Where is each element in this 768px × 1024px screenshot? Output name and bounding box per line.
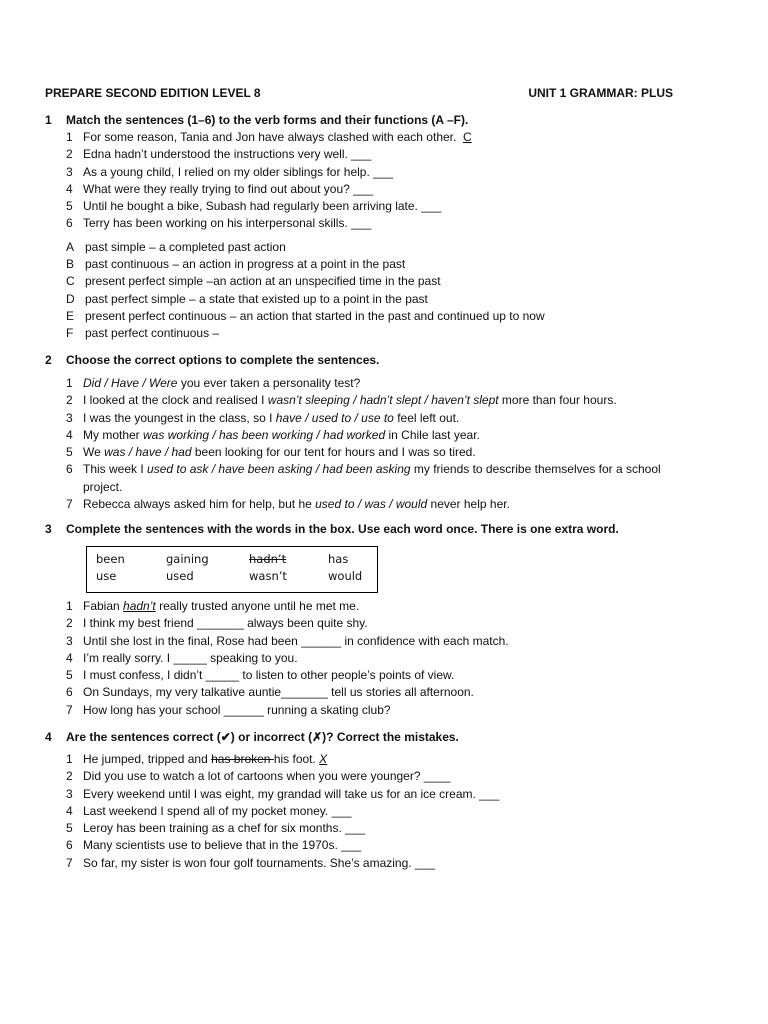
- section-2: [45, 352, 725, 513]
- item-text: Edna hadn’t understood the instructions very well. ___: [83, 147, 372, 162]
- item-text: more than four hours.: [498, 393, 617, 408]
- word-box-word-used: hadn’t: [249, 552, 287, 566]
- item-text: you ever taken a personality test?: [177, 376, 361, 390]
- item-number: 4: [66, 803, 73, 818]
- item-number: 6: [66, 462, 73, 477]
- section-4: [45, 729, 725, 872]
- item-number: 6: [66, 838, 73, 853]
- item-text: Many scientists use to believe that in the 1970s. ___: [83, 838, 362, 853]
- item-number: 5: [66, 199, 73, 214]
- section-3-heading: [45, 521, 725, 538]
- choice-options: was working / has been working / had worked: [143, 427, 386, 442]
- option-text: past continuous – an action in progress at a point in the past: [85, 257, 406, 272]
- item-text: Rebecca always asked him for help, but he: [83, 497, 316, 512]
- word-box-word: gaining: [166, 552, 209, 566]
- word-box-word: used: [166, 569, 194, 583]
- item-text: really trusted anyone until he met me.: [155, 599, 360, 613]
- item-text: my friends to describe themselves for a school: [410, 462, 661, 477]
- option-text: past perfect simple – a state that existed up to a point in the past: [85, 291, 428, 306]
- list-item: [66, 786, 725, 803]
- section-1: [45, 112, 725, 343]
- section-number: 1: [45, 113, 52, 127]
- item-number: 2: [66, 616, 73, 631]
- word-box-word: has: [328, 552, 349, 566]
- item-number: 1: [66, 376, 73, 390]
- list-item: [66, 129, 725, 146]
- section-1-sentences: [66, 129, 725, 233]
- choice-options: wasn’t sleeping / hadn’t slept / haven’t slept: [267, 393, 499, 408]
- item-text: I think my best friend _______ always been quite shy.: [83, 616, 368, 631]
- list-item: [66, 392, 725, 409]
- item-number: 5: [66, 445, 73, 460]
- example-answer: C: [463, 130, 472, 144]
- word-box-word: use: [96, 569, 117, 583]
- item-text: in Chile last year.: [385, 427, 480, 442]
- section-4-heading: [45, 729, 725, 746]
- item-text: Fabian: [83, 599, 124, 613]
- choice-options: Did / Have / Were: [83, 376, 178, 390]
- choice-options: have / used to / use to: [275, 410, 394, 425]
- section-title: Choose the correct options to complete the sentences.: [66, 353, 380, 367]
- choice-options: was / have / had: [104, 445, 192, 460]
- item-number: 1: [66, 599, 73, 613]
- section-2-sentences: [66, 375, 725, 513]
- word-box: [86, 546, 378, 593]
- item-text: project.: [83, 479, 123, 494]
- option-letter: C: [66, 274, 75, 289]
- section-3-list: [45, 598, 725, 719]
- list-item: [66, 375, 725, 392]
- item-text: Leroy has been training as a chef for six months. ___: [83, 821, 366, 836]
- list-item: [66, 444, 725, 461]
- section-number: 4: [45, 730, 52, 744]
- section-1-heading: [45, 112, 725, 129]
- item-text: been looking for our tent for hours and I was so tired.: [191, 445, 476, 460]
- item-number: 2: [66, 393, 73, 408]
- example-answer: X: [319, 752, 328, 766]
- word-box-word: would: [328, 569, 363, 583]
- item-text: I’m really sorry. I _____ speaking to you.: [83, 650, 298, 665]
- item-number: 6: [66, 216, 73, 231]
- list-item: [66, 215, 725, 232]
- example-answer: hadn’t: [123, 599, 156, 613]
- item-text: My mother: [83, 427, 144, 442]
- option-letter: A: [66, 239, 75, 254]
- item-text: Terry has been working on his interpersonal skills. ___: [83, 216, 372, 231]
- list-item: [66, 855, 725, 872]
- item-text: Every weekend until I was eight, my grandad will take us for an ice cream. ___: [83, 786, 500, 801]
- option-item: [66, 325, 725, 342]
- list-item: [66, 146, 725, 163]
- list-item: [66, 751, 725, 768]
- choice-options: used to / was / would: [315, 497, 428, 512]
- option-text: present perfect continuous – an action that started in the past and continued up to now: [85, 308, 545, 323]
- section-2-heading: [45, 352, 725, 369]
- item-text: his foot.: [273, 752, 320, 766]
- section-3: [45, 521, 725, 538]
- item-number: 3: [66, 164, 73, 179]
- item-text: never help her.: [427, 497, 510, 512]
- option-text: past perfect continuous –: [85, 326, 220, 341]
- header-left: PREPARE SECOND EDITION LEVEL 8: [45, 86, 261, 100]
- list-item: [66, 702, 725, 719]
- section-title: Are the sentences correct (✔) or incorrect (✗)? Correct the mistakes.: [66, 730, 459, 744]
- item-text: This week I: [83, 462, 148, 477]
- option-letter: F: [66, 326, 74, 341]
- word-box-word: been: [96, 552, 125, 566]
- item-text: I looked at the clock and realised I: [83, 393, 268, 408]
- item-number: 4: [66, 181, 73, 196]
- item-text: What were they really trying to find out about you? ___: [83, 181, 374, 196]
- list-item: [66, 684, 725, 701]
- item-text: How long has your school ______ running a skating club?: [83, 702, 391, 717]
- section-1-options: [66, 239, 725, 343]
- header-right: UNIT 1 GRAMMAR: PLUS: [528, 86, 673, 100]
- list-item: [66, 461, 725, 478]
- list-item: [66, 633, 725, 650]
- option-item: [66, 291, 725, 308]
- section-3-sentences: [66, 598, 725, 719]
- option-letter: B: [66, 257, 75, 272]
- struck-out-text: has broken: [211, 752, 274, 766]
- list-item: [66, 615, 725, 632]
- item-number: 7: [66, 702, 73, 717]
- item-number: 7: [66, 855, 73, 870]
- item-text: I must confess, I didn’t _____ to listen to other people’s points of view.: [83, 668, 455, 683]
- option-item: [66, 256, 725, 273]
- item-text: He jumped, tripped and: [83, 752, 212, 766]
- option-letter: D: [66, 291, 75, 306]
- choice-options: used to ask / have been asking / had been asking: [147, 462, 411, 477]
- item-text: I was the youngest in the class, so I: [83, 410, 276, 425]
- item-number: 3: [66, 786, 73, 801]
- item-number: 4: [66, 650, 73, 665]
- item-number: 2: [66, 147, 73, 162]
- item-text: feel left out.: [393, 410, 460, 425]
- list-item: [66, 598, 725, 615]
- list-item: [66, 837, 725, 854]
- option-letter: E: [66, 308, 75, 323]
- item-text: On Sundays, my very talkative auntie_______ tell us stories all afternoon.: [83, 685, 474, 700]
- item-number: 1: [66, 752, 73, 766]
- item-text: We: [83, 445, 105, 460]
- list-item: [66, 164, 725, 181]
- item-number: 2: [66, 769, 73, 784]
- item-text: So far, my sister is won four golf tournaments. She’s amazing. ___: [83, 855, 435, 870]
- item-text: Until he bought a bike, Subash had regularly been arriving late. ___: [83, 199, 442, 214]
- list-item: [66, 803, 725, 820]
- page-header: [45, 86, 673, 100]
- item-number: 7: [66, 497, 73, 512]
- item-text: Until she lost in the final, Rose had been ______ in confidence with each match.: [83, 633, 509, 648]
- list-item: [66, 198, 725, 215]
- item-text: As a young child, I relied on my older siblings for help. ___: [83, 164, 394, 179]
- option-text: present perfect simple –an action at an unspecified time in the past: [85, 274, 441, 289]
- section-4-sentences: [66, 751, 725, 872]
- item-number: 4: [66, 427, 73, 442]
- list-item: [66, 410, 725, 427]
- list-item: [66, 181, 725, 198]
- item-number: 1: [66, 130, 73, 144]
- list-item: [66, 427, 725, 444]
- section-number: 3: [45, 522, 52, 536]
- option-item: [66, 239, 725, 256]
- option-item: [66, 273, 725, 290]
- list-item: [66, 650, 725, 667]
- option-text: past simple – a completed past action: [85, 239, 286, 254]
- item-number: 3: [66, 410, 73, 425]
- list-item: [66, 820, 725, 837]
- item-number: 3: [66, 633, 73, 648]
- list-item-continuation: [66, 479, 725, 496]
- item-number: 5: [66, 668, 73, 683]
- item-number: 5: [66, 821, 73, 836]
- section-number: 2: [45, 353, 52, 367]
- section-title: Match the sentences (1–6) to the verb forms and their functions (A –F).: [66, 113, 469, 127]
- item-text: Did you use to watch a lot of cartoons when you were younger? ____: [83, 769, 451, 784]
- item-text: For some reason, Tania and Jon have always clashed with each other.: [83, 130, 463, 144]
- word-box-word: wasn’t: [249, 569, 287, 583]
- option-item: [66, 308, 725, 325]
- list-item: [66, 496, 725, 513]
- section-title: Complete the sentences with the words in the box. Use each word once. There is one extra word.: [66, 522, 619, 536]
- item-number: 6: [66, 685, 73, 700]
- list-item: [66, 768, 725, 785]
- list-item: [66, 667, 725, 684]
- item-text: Last weekend I spend all of my pocket money. ___: [83, 803, 352, 818]
